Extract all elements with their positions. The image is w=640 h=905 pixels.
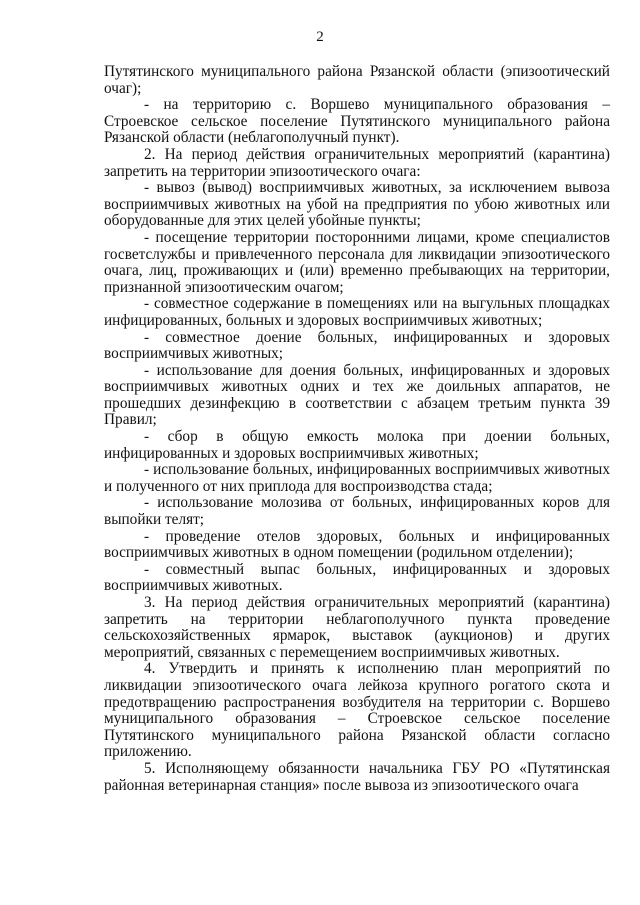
paragraph-ban-milk-collection: - сбор в общую емкость молока при доении больных, инфицированных и здоровых восприимчивых животных; [104,428,610,462]
paragraph-ban-milking-machines: - использование для доения больных, инфицированных и здоровых восприимчивых животных одних и тех же доильных аппаратов, не прошедших дезинфекцию в соответствии с абзацем третьим пункта 39 Правил; [104,361,610,429]
paragraph-item-4: 4. Утвердить и принять к исполнению план мероприятий по ликвидации эпизоотического очага лейкоза крупного рогатого скота и предотвращению распространения возбудителя на территории с. Воршево муниципального образования – Строевское сельское поселение Путятинского муниципального района Рязанской области согласно приложению. [104,660,610,761]
paragraph-item-3: 3. На период действия ограничительных мероприятий (карантина) запретить на территории неблагополучного пункта проведение сельскохозяйственных ярмарок, выставок (аукционов) и других мероприятий, связанных с перемещением восприимчивых животных. [104,594,610,661]
paragraph-unfavorable-point: - на территорию с. Воршево муниципального образования – Строевское сельское поселение Путятинского муниципального района Рязанской области (неблагополучный пункт). [104,96,610,147]
paragraph-ban-visits: - посещение территории посторонними лицами, кроме специалистов госветслужбы и привлеченного персонала для ликвидации эпизоотического очага, лиц, проживающих и (или) временно пребывающих на территории, признанной эпизоотическим очагом; [104,228,610,296]
document-body [104,64,610,794]
paragraph-ban-colostrum: - использование молозива от больных, инфицированных коров для выпойки телят; [104,494,610,529]
paragraph-episootic-focus-end: Путятинского муниципального района Рязанской области (эпизоотический очаг); [104,63,610,97]
page-number: 2 [316,29,324,45]
paragraph-item-5: 5. Исполняющему обязанности начальника ГБУ РО «Путятинская районная ветеринарная станция» после вывоза из эпизоотического очага [104,759,610,794]
paragraph-ban-calving: - проведение отелов здоровых, больных и инфицированных восприимчивых животных в одном помещении (родильном отделении); [104,527,610,562]
paragraph-ban-joint-milking: - совместное доение больных, инфицированных и здоровых восприимчивых животных; [104,328,610,363]
paragraph-item-2: 2. На период действия ограничительных мероприятий (карантина) запретить на территории эпизоотического очага: [104,145,610,180]
paragraph-ban-joint-keeping: - совместное содержание в помещениях или на выгульных площадках инфицированных, больных и здоровых восприимчивых животных; [104,295,610,329]
paragraph-ban-grazing: - совместный выпас больных, инфицированных и здоровых восприимчивых животных. [104,560,610,595]
paragraph-ban-export: - вывоз (вывод) восприимчивых животных, за исключением вывоза восприимчивых животных на убой на предприятия по убою животных или оборудованные для этих целей убойные пункты; [104,179,610,230]
paragraph-ban-reproduction: - использование больных, инфицированных восприимчивых животных и полученного от них приплода для воспроизводства стада; [104,461,610,495]
